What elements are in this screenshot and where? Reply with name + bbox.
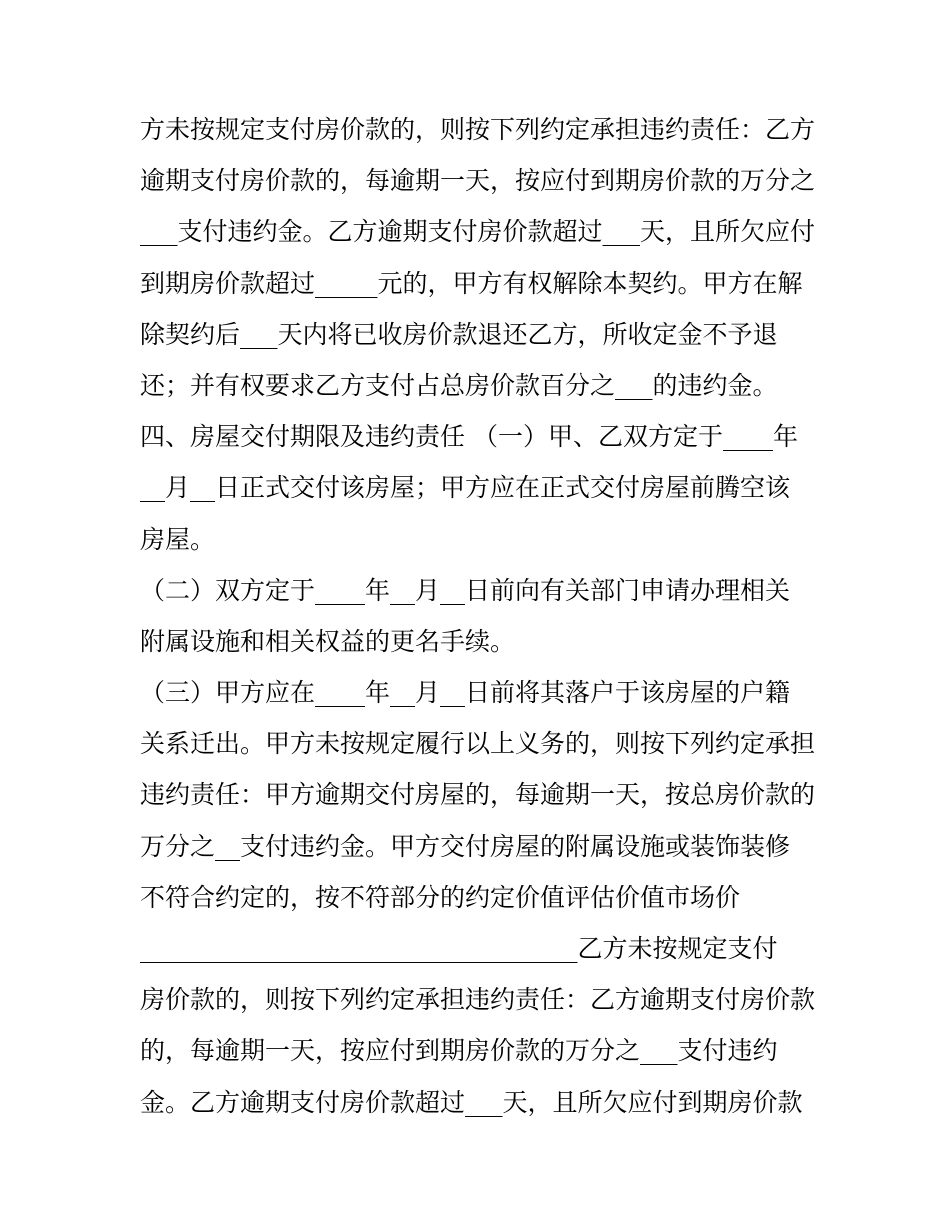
text-line-10: （二）双方定于____年__月__日前向有关部门申请办理相关	[140, 575, 791, 605]
text-line-6: 还；并有权要求乙方支付占总房价款百分之___的违约金。	[140, 370, 778, 400]
text-line-18: 房价款的，则按下列约定承担违约责任：乙方逾期支付房价款	[140, 985, 816, 1015]
text-line-8: __月__日正式交付该房屋；甲方应在正式交付房屋前腾空该	[140, 473, 791, 503]
text-line-7: 四、房屋交付期限及违约责任 （一）甲、乙双方定于____年	[140, 422, 798, 452]
text-line-20: 金。乙方逾期支付房价款超过___天，且所欠应付到期房价款	[140, 1087, 803, 1117]
text-line-15: 万分之__支付违约金。甲方交付房屋的附属设施或装饰装修	[140, 831, 791, 861]
text-line-19: 的，每逾期一天，按应付到期房价款的万分之___支付违约	[140, 1036, 778, 1066]
text-line-2: 逾期支付房价款的，每逾期一天，按应付到期房价款的万分之	[140, 166, 816, 196]
text-line-12: （三）甲方应在____年__月__日前将其落户于该房屋的户籍	[140, 678, 791, 708]
text-line-14: 违约责任：甲方逾期交付房屋的，每逾期一天，按总房价款的	[140, 780, 816, 810]
text-line-17: ___________________________________乙方未按规定支付	[140, 934, 778, 963]
text-line-13: 关系迁出。甲方未按规定履行以上义务的，则按下列约定承担	[140, 729, 816, 759]
text-line-1: 方未按规定支付房价款的，则按下列约定承担违约责任：乙方	[140, 115, 816, 144]
text-line-5: 除契约后___天内将已收房价款退还乙方，所收定金不予退	[140, 319, 778, 349]
document-body	[140, 104, 830, 1128]
text-line-9: 房屋。	[140, 524, 216, 554]
text-line-4: 到期房价款超过_____元的，甲方有权解除本契约。甲方在解	[140, 268, 803, 298]
text-line-11: 附属设施和相关权益的更名手续。	[140, 626, 516, 656]
text-line-3: ___支付违约金。乙方逾期支付房价款超过___天，且所欠应付	[140, 217, 816, 247]
text-line-16: 不符合约定的，按不符部分的约定价值评估价值市场价	[140, 882, 741, 912]
